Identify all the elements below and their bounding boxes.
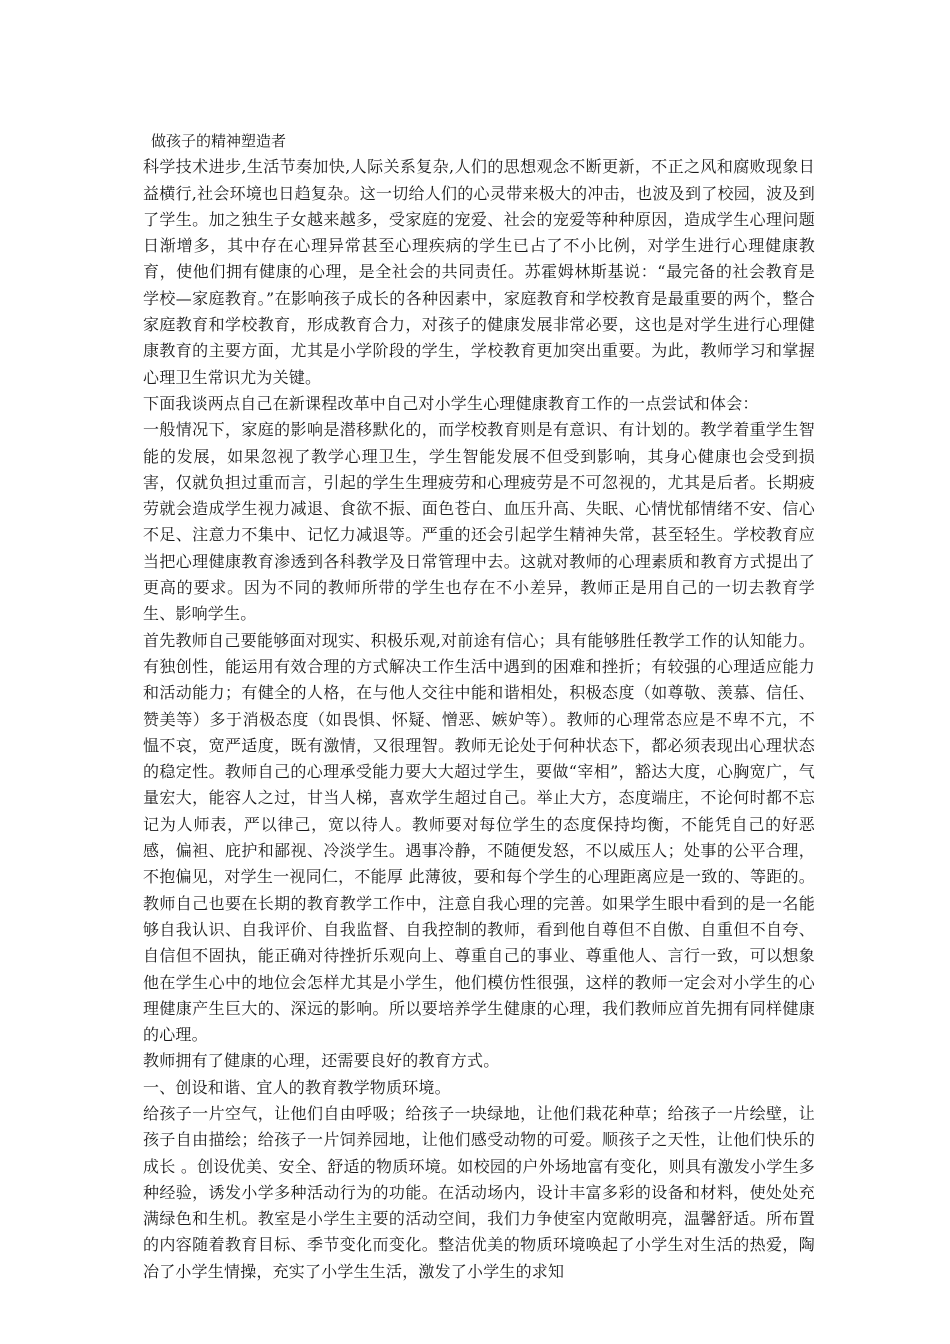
document-page <box>143 128 815 1285</box>
document-title: 做孩子的精神塑造者 <box>151 132 287 150</box>
paragraph-teacher-psychology: 首先教师自己要能够面对现实、积极乐观,对前途有信心；具有能够胜任教学工作的认知能力。有独创性，能运用有效合理的方式解决工作生活中遇到的困难和挫折；有较强的心理适应能力和活动能力；有健全的人格，在与他人交往中能和谐相处，积极态度（如尊敬、羡慕、信任、赞美等）多于消极态度（如畏惧、怀疑、憎恶、嫉妒等）。教师的心理常态应是不卑不亢，不愠不哀，宽严适度，既有激情，又很理智。教师无论处于何种状态下，都必须表现出心理状态的稳定性。教师自己的心理承受能力要大大超过学生，要做“宰相”，豁达大度，心胸宽广，气量宏大，能容人之过，甘当人梯，喜欢学生超过自己。举止大方，态度端庄，不论何时都不忘记为人师表，严以律己，宽以待人。教师要对每位学生的态度保持均衡，不能凭自己的好恶感，偏袒、庇护和鄙视、冷淡学生。遇事冷静，不随便发怒，不以威压人；处事的公平合理，不抱偏见，对学生一视同仁，不能厚 此薄彼，要和每个学生的心理距离应是一致的、等距的。教师自己也要在长期的教育教学工作中，注意自我心理的完善。如果学生眼中看到的是一名能够自我认识、自我评价、自我监督、自我控制的教师，看到他自尊但不自傲、自重但不自夸、自信但不固执，能正确对待挫折乐观向上、尊重自己的事业、尊重他人、言行一致，可以想象他在学生心中的地位会怎样尤其是小学生，他们模仿性很强，这样的教师一定会对小学生的心理健康产生巨大的、深远的影响。所以要培养学生健康的心理，我们教师应首先拥有同样健康的心理。 <box>143 630 815 1045</box>
section-heading-environment: 一、创设和谐、宜人的教育教学物质环境。 <box>143 1077 451 1097</box>
paragraph-education-method: 教师拥有了健康的心理，还需要良好的教育方式。 <box>143 1051 500 1071</box>
paragraph-school-education: 一般情况下，家庭的影响是潜移默化的，而学校教育则是有意识、有计划的。教学着重学生智能的发展，如果忽视了教学心理卫生，学生智能发展不但受到影响，其身心健康也会受到损害，仅就负担过重而言，引起的学生生理疲劳和心理疲劳是不可忽视的，尤其是后者。长期疲劳就会造成学生视力减退、食欲不振、面色苍白、血压升高、失眠、心情忧郁情绪不安、信心不足、注意力不集中、记忆力减退等。严重的还会引起学生精神失常，甚至轻生。学校教育应当把心理健康教育渗透到各科教学及日常管理中去。这就对教师的心理素质和教育方式提出了更高的要求。因为不同的教师所带的学生也存在不小差异，教师正是用自己的一切去教育学生、影响学生。 <box>143 420 815 624</box>
paragraph-overview: 下面我谈两点自己在新课程改革中自己对小学生心理健康教育工作的一点尝试和体会： <box>143 393 759 413</box>
paragraph-intro: 科学技术进步,生活节奏加快,人际关系复杂,人们的思想观念不断更新，不正之风和腐败现象日益横行,社会环境也日趋复杂。这一切给人们的心灵带来极大的冲击，也波及到了校园，波及到了学生。加之独生子女越来越多，受家庭的宠爱、社会的宠爱等种种原因，造成学生心理问题日渐增多，其中存在心理异常甚至心理疾病的学生已占了不小比例，对学生进行心理健康教育，使他们拥有健康的心理，是全社会的共同责任。苏霍姆林斯基说：“最完备的社会教育是学校—家庭教育。”在影响孩子成长的各种因素中，家庭教育和学校教育是最重要的两个，整合家庭教育和学校教育，形成教育合力，对孩子的健康发展非常必要，这也是对学生进行心理健康教育的主要方面，尤其是小学阶段的学生，学校教育更加突出重要。为此，教师学习和掌握心理卫生常识尤为关键。 <box>143 157 815 387</box>
paragraph-environment: 给孩子一片空气，让他们自由呼吸；给孩子一块绿地，让他们栽花种草；给孩子一片绘壁，让孩子自由描绘；给孩子一片饲养园地，让他们感受动物的可爱。顺孩子之天性，让他们快乐的成长 。创设优美、安全、舒适的物质环境。如校园的户外场地富有变化，则具有激发小学生多种经验，诱发小学多种活动行为的功能。在活动场内，设计丰富多彩的设备和材料，使处处充满绿色和生机。教室是小学生主要的活动空间，我们力争使室内宽敞明亮，温馨舒适。所布置的内容随着教育目标、季节变化而变化。整洁优美的物质环境唤起了小学生对生活的热爱，陶冶了小学生情操，充实了小学生生活，激发了小学生的求知 <box>143 1103 815 1281</box>
